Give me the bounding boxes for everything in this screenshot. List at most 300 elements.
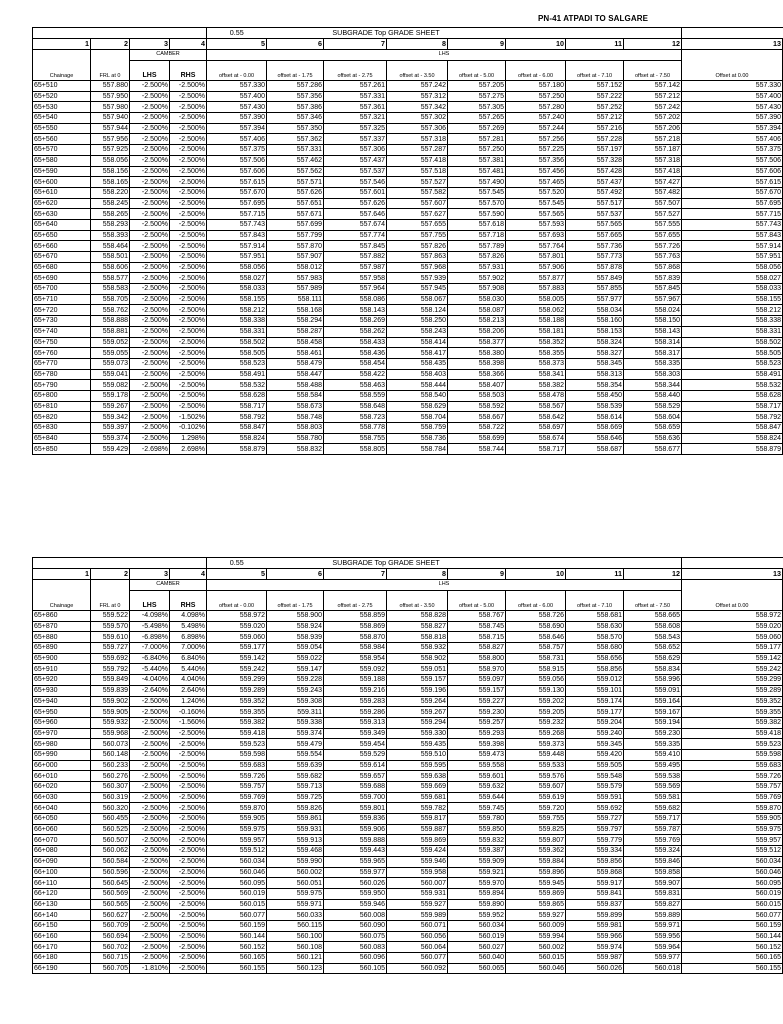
table-row: [33, 187, 783, 198]
offset-cell: 558.630: [566, 621, 624, 632]
offset-cell: 559.382: [207, 717, 267, 728]
offset-cell: 559.373: [506, 739, 566, 750]
col-number: 4: [170, 39, 207, 50]
offset-cell: 559.946: [324, 899, 387, 910]
camber-rhs-cell: -2.500%: [170, 899, 207, 910]
camber-rhs-cell: -0.102%: [170, 423, 207, 434]
col-number: 11: [566, 569, 624, 580]
camber-rhs-cell: -2.500%: [170, 187, 207, 198]
offset-cell: 558.667: [448, 412, 506, 423]
col-number: 5: [207, 569, 267, 580]
offset-cell: 557.330: [207, 81, 267, 92]
offset-cell: 558.532: [207, 380, 267, 391]
offset-cell: 557.964: [324, 284, 387, 295]
camber-lhs-cell: -2.500%: [130, 835, 170, 846]
offset-cell: 560.071: [387, 920, 448, 931]
offset-right-cell: 559.683: [682, 760, 783, 771]
offset-right-cell: 560.015: [682, 899, 783, 910]
offset-right-cell: 559.352: [682, 696, 783, 707]
offset-cell: 559.283: [324, 696, 387, 707]
camber-lhs-cell: -2.500%: [130, 814, 170, 825]
camber-lhs-cell: -2.640%: [130, 685, 170, 696]
col-number: 1: [33, 39, 91, 50]
camber-rhs-cell: -2.500%: [170, 113, 207, 124]
frl-cell: 560.565: [91, 899, 130, 910]
camber-rhs-cell: -2.500%: [170, 273, 207, 284]
offset-cell: 557.646: [324, 209, 387, 220]
offset-cell: 557.520: [506, 187, 566, 198]
camber-rhs-cell: -2.500%: [170, 102, 207, 113]
camber-rhs-cell: -2.500%: [170, 294, 207, 305]
offset-cell: 559.216: [324, 685, 387, 696]
offset-cell: 557.280: [506, 102, 566, 113]
camber-rhs-cell: -2.500%: [170, 931, 207, 942]
offset-right-cell: 558.056: [682, 262, 783, 273]
frl-cell: 560.233: [91, 760, 130, 771]
offset-cell: 558.687: [566, 444, 624, 455]
chainage-cell: 65+980: [33, 739, 91, 750]
offset-cell: 559.692: [566, 803, 624, 814]
offset-cell: 559.227: [448, 696, 506, 707]
offset-cell: 557.693: [506, 230, 566, 241]
offset-right-cell: 560.046: [682, 867, 783, 878]
offset-cell: 557.312: [387, 91, 448, 102]
offset-cell: 557.302: [387, 113, 448, 124]
offset-cell: 559.576: [506, 771, 566, 782]
camber-lhs-cell: -2.500%: [130, 390, 170, 401]
camber-lhs-cell: -2.500%: [130, 739, 170, 750]
offset-cell: 559.579: [566, 782, 624, 793]
offset-cell: 559.164: [624, 696, 682, 707]
table-row: [33, 728, 783, 739]
offset-cell: 558.677: [624, 444, 682, 455]
frl-cell: 560.709: [91, 920, 130, 931]
offset-cell: 557.456: [506, 166, 566, 177]
camber-lhs-cell: -2.500%: [130, 867, 170, 878]
frl-cell: 558.156: [91, 166, 130, 177]
offset-cell: 559.020: [207, 621, 267, 632]
grade-table: [32, 557, 783, 974]
offset-cell: 558.800: [448, 653, 506, 664]
offset-cell: 559.905: [207, 814, 267, 825]
chainage-cell: 66+190: [33, 963, 91, 974]
frl-cell: 558.056: [91, 155, 130, 166]
camber-rhs-cell: -2.500%: [170, 166, 207, 177]
offset-right-cell: 559.020: [682, 621, 783, 632]
camber-lhs-cell: -2.500%: [130, 241, 170, 252]
offset-cell: 557.375: [207, 145, 267, 156]
offset-cell: 557.381: [448, 155, 506, 166]
camber-rhs-cell: 1.240%: [170, 696, 207, 707]
column-header: Chainage: [33, 591, 91, 611]
offset-right-cell: 559.905: [682, 814, 783, 825]
sheet-title: SUBGRADE Top GRADE SHEET: [267, 28, 506, 39]
chainage-cell: 65+640: [33, 219, 91, 230]
camber-lhs-cell: -2.500%: [130, 856, 170, 867]
chainage-cell: 65+510: [33, 81, 91, 92]
camber-rhs-cell: -2.500%: [170, 219, 207, 230]
table-row: [33, 294, 783, 305]
offset-cell: 559.242: [207, 664, 267, 675]
frl-cell: 559.570: [91, 621, 130, 632]
offset-cell: 558.748: [267, 412, 324, 423]
frl-cell: 557.925: [91, 145, 130, 156]
chainage-cell: 66+070: [33, 835, 91, 846]
table-row: [33, 931, 783, 942]
frl-cell: 559.692: [91, 653, 130, 664]
offset-cell: 558.767: [448, 611, 506, 622]
chainage-cell: 65+820: [33, 412, 91, 423]
offset-cell: 558.447: [267, 369, 324, 380]
offset-cell: 559.725: [267, 792, 324, 803]
offset-cell: 559.012: [566, 675, 624, 686]
offset-cell: 558.717: [207, 401, 267, 412]
camber-rhs-cell: -2.500%: [170, 326, 207, 337]
offset-right-cell: 558.717: [682, 401, 783, 412]
table-row: [33, 621, 783, 632]
camber-rhs-cell: -2.500%: [170, 867, 207, 878]
offset-cell: 560.095: [207, 878, 267, 889]
offset-cell: 558.188: [506, 316, 566, 327]
column-header: RHS: [170, 61, 207, 81]
table-body: [33, 81, 783, 455]
table-body: [33, 611, 783, 974]
offset-cell: 558.313: [566, 369, 624, 380]
frl-cell: 558.881: [91, 326, 130, 337]
offset-cell: 558.604: [624, 412, 682, 423]
table-row: [33, 792, 783, 803]
offset-cell: 558.972: [207, 611, 267, 622]
offset-cell: 560.002: [506, 942, 566, 953]
camber-rhs-cell: -2.500%: [170, 252, 207, 263]
offset-cell: 557.801: [506, 252, 566, 263]
frl-cell: 559.267: [91, 401, 130, 412]
offset-cell: 558.380: [448, 348, 506, 359]
offset-cell: 559.196: [387, 685, 448, 696]
offset-cell: 557.902: [448, 273, 506, 284]
offset-cell: 560.108: [267, 942, 324, 953]
offset-cell: 558.717: [506, 444, 566, 455]
offset-cell: 558.673: [267, 401, 324, 412]
frl-cell: 559.073: [91, 358, 130, 369]
offset-cell: 560.155: [207, 963, 267, 974]
offset-cell: 557.361: [324, 102, 387, 113]
offset-cell: 557.269: [448, 123, 506, 134]
offset-cell: 558.111: [267, 294, 324, 305]
offset-cell: 557.582: [387, 187, 448, 198]
offset-cell: 558.704: [387, 412, 448, 423]
offset-cell: 559.964: [624, 942, 682, 953]
offset-cell: 558.407: [448, 380, 506, 391]
offset-cell: 559.975: [207, 824, 267, 835]
column-header: LHS: [130, 591, 170, 611]
table-row: [33, 348, 783, 359]
table-row: [33, 835, 783, 846]
offset-cell: 559.769: [624, 835, 682, 846]
offset-cell: 559.884: [506, 856, 566, 867]
offset-right-cell: 559.177: [682, 643, 783, 654]
offset-cell: 557.342: [387, 102, 448, 113]
offset-cell: 557.626: [267, 187, 324, 198]
offset-cell: 559.727: [566, 814, 624, 825]
offset-cell: 558.338: [207, 316, 267, 327]
table-row: [33, 771, 783, 782]
offset-cell: 558.030: [448, 294, 506, 305]
chainage-cell: 65+850: [33, 444, 91, 455]
table-row: [33, 920, 783, 931]
frl-cell: 560.148: [91, 749, 130, 760]
chainage-cell: 66+140: [33, 910, 91, 921]
offset-cell: 559.644: [448, 792, 506, 803]
chainage-cell: 65+730: [33, 316, 91, 327]
frl-cell: 559.792: [91, 664, 130, 675]
chainage-cell: 66+120: [33, 888, 91, 899]
offset-cell: 557.546: [324, 177, 387, 188]
offset-cell: 558.213: [448, 316, 506, 327]
camber-lhs-cell: -2.500%: [130, 888, 170, 899]
column-header: Offset at 0.00: [682, 591, 783, 611]
camber-lhs-cell: -2.500%: [130, 177, 170, 188]
chainage-cell: 65+700: [33, 284, 91, 295]
offset-right-cell: 557.695: [682, 198, 783, 209]
offset-cell: 560.008: [324, 910, 387, 921]
chainage-cell: 66+180: [33, 953, 91, 964]
camber-lhs-cell: -2.500%: [130, 707, 170, 718]
offset-cell: 559.558: [448, 760, 506, 771]
column-header: offset at - 5.00: [448, 61, 506, 81]
offset-cell: 559.856: [566, 856, 624, 867]
offset-cell: 557.718: [448, 230, 506, 241]
offset-right-cell: 558.491: [682, 369, 783, 380]
offset-right-cell: 558.338: [682, 316, 783, 327]
camber-rhs-cell: -2.500%: [170, 888, 207, 899]
chainage-cell: 66+030: [33, 792, 91, 803]
col-number: 3: [130, 39, 170, 50]
chainage-cell: 65+960: [33, 717, 91, 728]
offset-cell: 559.614: [324, 760, 387, 771]
offset-cell: 557.907: [267, 252, 324, 263]
offset-cell: 557.773: [566, 252, 624, 263]
offset-cell: 558.784: [387, 444, 448, 455]
camber-rhs-cell: -2.500%: [170, 846, 207, 857]
offset-cell: 559.473: [448, 749, 506, 760]
offset-right-cell: 559.975: [682, 824, 783, 835]
offset-cell: 559.313: [324, 717, 387, 728]
chainage-cell: 65+600: [33, 177, 91, 188]
frl-cell: 559.052: [91, 337, 130, 348]
table-row: [33, 423, 783, 434]
camber-lhs-cell: -2.500%: [130, 358, 170, 369]
offset-right-cell: 558.027: [682, 273, 783, 284]
table-row: [33, 177, 783, 188]
offset-cell: 559.448: [506, 749, 566, 760]
offset-cell: 559.981: [566, 920, 624, 931]
camber-rhs-cell: -2.500%: [170, 910, 207, 921]
table-row: [33, 653, 783, 664]
offset-cell: 558.870: [324, 632, 387, 643]
chainage-cell: 65+530: [33, 102, 91, 113]
offset-cell: 559.682: [267, 771, 324, 782]
table-row: [33, 337, 783, 348]
offset-right-cell: 559.957: [682, 835, 783, 846]
offset-cell: 559.324: [624, 846, 682, 857]
offset-cell: 559.177: [207, 643, 267, 654]
offset-cell: 559.870: [207, 803, 267, 814]
camber-rhs-cell: -2.500%: [170, 824, 207, 835]
offset-cell: 558.345: [566, 358, 624, 369]
offset-cell: 559.533: [506, 760, 566, 771]
offset-cell: 558.680: [566, 643, 624, 654]
offset-cell: 557.306: [324, 145, 387, 156]
offset-cell: 558.792: [207, 412, 267, 423]
offset-cell: 559.268: [506, 728, 566, 739]
camber-lhs-cell: -2.500%: [130, 728, 170, 739]
offset-cell: 559.780: [448, 814, 506, 825]
offset-cell: 557.261: [324, 81, 387, 92]
col-number: 1: [33, 569, 91, 580]
offset-cell: 558.181: [506, 326, 566, 337]
frl-cell: 560.320: [91, 803, 130, 814]
camber-rhs-cell: -2.500%: [170, 155, 207, 166]
camber-rhs-cell: -2.500%: [170, 728, 207, 739]
offset-cell: 559.147: [267, 664, 324, 675]
frl-cell: 558.583: [91, 284, 130, 295]
offset-cell: 558.803: [267, 423, 324, 434]
camber-lhs-cell: -2.500%: [130, 696, 170, 707]
offset-cell: 558.818: [387, 632, 448, 643]
offset-right-cell: 558.847: [682, 423, 783, 434]
offset-cell: 557.601: [324, 187, 387, 198]
offset-cell: 557.507: [624, 198, 682, 209]
offset-cell: 557.626: [324, 198, 387, 209]
camber-lhs-cell: -2.500%: [130, 931, 170, 942]
offset-cell: 557.331: [267, 145, 324, 156]
offset-cell: 558.355: [506, 348, 566, 359]
camber-lhs-cell: -2.500%: [130, 102, 170, 113]
offset-cell: 557.386: [267, 102, 324, 113]
offset-cell: 559.598: [207, 749, 267, 760]
offset-cell: 559.950: [324, 888, 387, 899]
table-row: [33, 316, 783, 327]
offset-cell: 558.403: [387, 369, 448, 380]
table-row: [33, 707, 783, 718]
offset-cell: 557.206: [624, 123, 682, 134]
offset-cell: 559.591: [566, 792, 624, 803]
frl-cell: 560.455: [91, 814, 130, 825]
column-header: RHS: [170, 591, 207, 611]
camber-lhs-cell: -2.500%: [130, 219, 170, 230]
offset-cell: 559.769: [207, 792, 267, 803]
table-row: [33, 273, 783, 284]
offset-right-cell: 558.824: [682, 433, 783, 444]
column-header: offset at - 7.50: [624, 591, 682, 611]
chainage-cell: 66+160: [33, 931, 91, 942]
offset-cell: 557.430: [207, 102, 267, 113]
camber-lhs-cell: -2.500%: [130, 412, 170, 423]
offset-right-cell: 560.155: [682, 963, 783, 974]
offset-cell: 557.287: [387, 145, 448, 156]
lhs-group-label: LHS: [207, 580, 682, 591]
offset-cell: 557.627: [387, 209, 448, 220]
offset-cell: 559.797: [566, 824, 624, 835]
camber-lhs-cell: -1.810%: [130, 963, 170, 974]
table-row: [33, 963, 783, 974]
offset-cell: 559.889: [624, 910, 682, 921]
chainage-cell: 65+740: [33, 326, 91, 337]
offset-cell: 559.188: [324, 675, 387, 686]
offset-cell: 560.096: [324, 953, 387, 964]
offset-right-cell: 559.512: [682, 846, 783, 857]
offset-cell: 558.869: [324, 621, 387, 632]
offset-right-cell: 559.355: [682, 707, 783, 718]
frl-cell: 558.165: [91, 177, 130, 188]
chainage-cell: 65+840: [33, 433, 91, 444]
offset-cell: 557.225: [506, 145, 566, 156]
chainage-cell: 65+800: [33, 390, 91, 401]
offset-cell: 559.807: [506, 835, 566, 846]
chainage-cell: 65+590: [33, 166, 91, 177]
camber-lhs-cell: -2.500%: [130, 749, 170, 760]
offset-cell: 557.845: [624, 284, 682, 295]
offset-cell: 559.523: [207, 739, 267, 750]
header-value: 0.55: [207, 28, 267, 39]
frl-cell: 560.702: [91, 942, 130, 953]
column-header: offset at - 0.00: [207, 591, 267, 611]
offset-cell: 557.517: [566, 198, 624, 209]
offset-cell: 558.124: [387, 305, 448, 316]
lhs-group-label: LHS: [207, 50, 682, 61]
camber-lhs-cell: -6.840%: [130, 653, 170, 664]
offset-cell: 558.303: [624, 369, 682, 380]
chainage-cell: 66+130: [33, 899, 91, 910]
offset-cell: 558.450: [566, 390, 624, 401]
offset-cell: 558.398: [448, 358, 506, 369]
offset-cell: 559.424: [387, 846, 448, 857]
offset-cell: 559.142: [207, 653, 267, 664]
offset-cell: 557.252: [566, 102, 624, 113]
offset-cell: 558.614: [566, 412, 624, 423]
camber-rhs-cell: 6.840%: [170, 653, 207, 664]
offset-cell: 558.827: [448, 643, 506, 654]
offset-cell: 557.250: [506, 91, 566, 102]
offset-cell: 560.115: [267, 920, 324, 931]
chainage-cell: 65+620: [33, 198, 91, 209]
offset-cell: 558.354: [566, 380, 624, 391]
camber-rhs-cell: -2.500%: [170, 792, 207, 803]
offset-cell: 559.827: [624, 899, 682, 910]
grade-sheet-1: [32, 27, 782, 455]
table-row: [33, 749, 783, 760]
offset-right-cell: 559.382: [682, 717, 783, 728]
frl-cell: 558.245: [91, 198, 130, 209]
table-row: [33, 241, 783, 252]
column-header: offset at - 0.00: [207, 61, 267, 81]
offset-right-cell: 557.743: [682, 219, 783, 230]
camber-lhs-cell: -2.500%: [130, 145, 170, 156]
frl-cell: 560.307: [91, 782, 130, 793]
offset-cell: 558.699: [448, 433, 506, 444]
offset-cell: 558.726: [506, 611, 566, 622]
chainage-cell: 65+950: [33, 707, 91, 718]
camber-lhs-cell: -2.500%: [130, 910, 170, 921]
camber-rhs-cell: -2.500%: [170, 91, 207, 102]
table-row: [33, 81, 783, 92]
offset-cell: 559.745: [448, 803, 506, 814]
frl-cell: 559.429: [91, 444, 130, 455]
table-row: [33, 113, 783, 124]
offset-right-cell: 557.390: [682, 113, 783, 124]
frl-cell: 559.839: [91, 685, 130, 696]
